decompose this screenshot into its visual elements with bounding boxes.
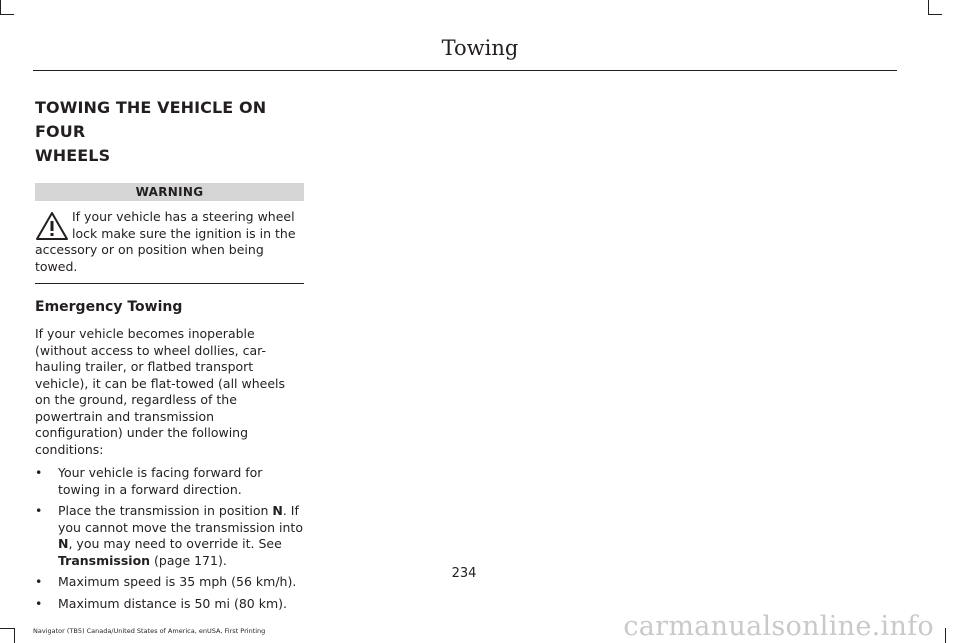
crop-mark <box>0 0 1 14</box>
warning-triangle-icon <box>35 211 69 241</box>
emergency-intro: If your vehicle becomes inoperable (without access to wheel dollies, car-hauling trailer, or flatbed transport vehicle), it can be flat-towed (all wheels on the ground, regardless of the powertrain and transmission configuration) under the following conditions: <box>35 326 285 457</box>
bullet-text: Your vehicle is facing forward for towing in a forward direction. <box>58 465 263 497</box>
bullet-text: , you may need to override it. See <box>68 536 282 551</box>
warning-label: WARNING <box>35 183 304 201</box>
crop-mark <box>928 0 929 14</box>
footer-text: Navigator (TB5) Canada/United States of America, enUSA, First Printing <box>33 627 266 635</box>
conditions-list <box>35 465 304 612</box>
page-number: 234 <box>451 566 477 581</box>
section-title-line1: TOWING THE VEHICLE ON FOUR <box>35 98 267 141</box>
content-column <box>35 96 304 617</box>
crop-mark <box>928 14 942 15</box>
list-item <box>35 465 304 498</box>
watermark: carmanualsonline.info <box>623 611 934 642</box>
bullet-text: . If you cannot move the transmission into <box>58 503 303 535</box>
transmission-reference-link[interactable]: Transmission <box>58 552 151 568</box>
bullet-text: (page 171). <box>150 552 227 568</box>
warning-box <box>35 209 304 284</box>
crop-mark <box>14 628 15 643</box>
bullet-text: Maximum distance is 50 mi (80 km). <box>58 595 287 611</box>
section-title <box>35 96 304 168</box>
emergency-towing-heading: Emergency Towing <box>35 299 183 315</box>
warning-text: If your vehicle has a steering wheel lock make sure the ignition is in the accessory or on position when being towed. <box>35 209 296 274</box>
page-header-title: Towing <box>441 36 519 60</box>
gear-n-label: N <box>58 536 69 551</box>
crop-mark <box>0 14 14 15</box>
bullet-text: Maximum speed is 35 mph (56 km/h). <box>58 574 297 589</box>
section-title-line2: WHEELS <box>35 146 111 165</box>
bullet-text: Place the transmission in position <box>58 503 273 518</box>
gear-n-label: N <box>272 503 283 518</box>
list-item <box>35 503 304 569</box>
crop-mark <box>945 628 946 643</box>
list-item <box>35 596 304 613</box>
crop-mark <box>0 628 14 629</box>
header-rule <box>33 70 897 71</box>
